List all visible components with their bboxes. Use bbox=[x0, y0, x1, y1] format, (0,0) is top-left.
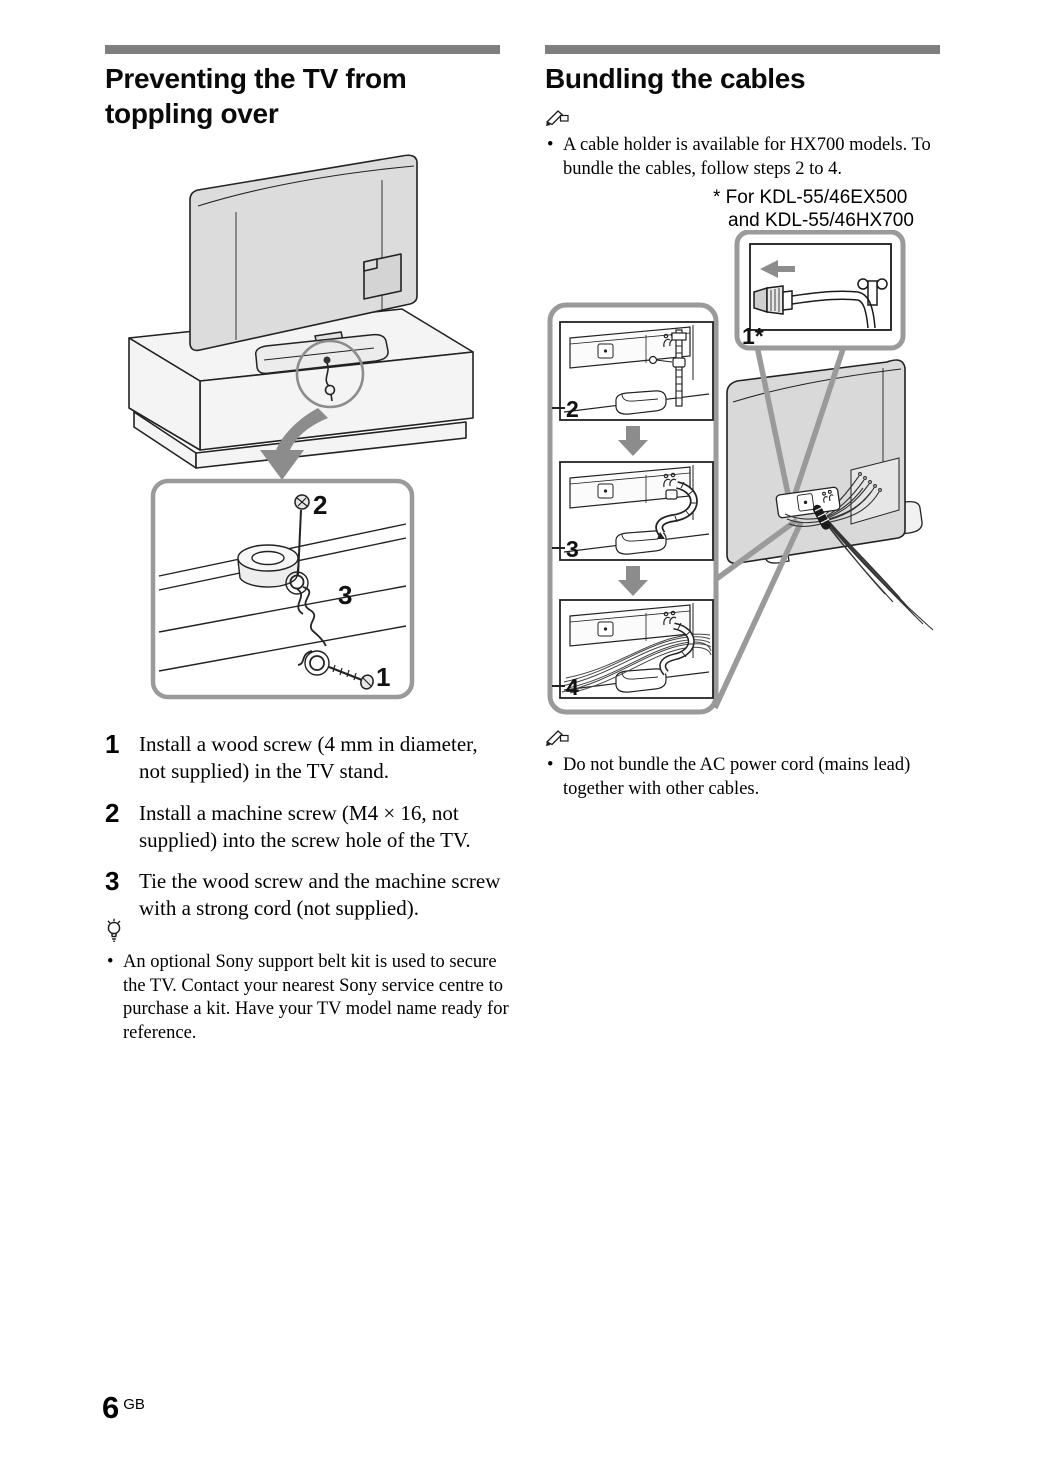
step-number: 1 bbox=[105, 729, 120, 759]
pencil-note-icon bbox=[545, 726, 570, 747]
page-number: 6 bbox=[102, 1390, 120, 1425]
left-section-heading: Preventing the TV from toppling over bbox=[105, 63, 407, 129]
page-region-suffix: GB bbox=[123, 1396, 145, 1413]
detail-label-cord: 3 bbox=[338, 580, 353, 610]
model-note bbox=[713, 186, 953, 232]
step-item-3 bbox=[105, 868, 505, 923]
plug-callout-box bbox=[737, 232, 903, 349]
anchor-detail-figure bbox=[150, 478, 415, 700]
lightbulb-tip-icon bbox=[105, 918, 123, 943]
tip-text: • An optional Sony support belt kit is used to secure the TV. Contact your nearest Sony service centre to purchase a kit. Have your TV model name ready for reference. bbox=[105, 951, 513, 1046]
model-note-line1: * For KDL-55/46EX500 bbox=[713, 187, 908, 208]
step-number: 2 bbox=[105, 797, 120, 828]
cable-bundling-figure bbox=[545, 230, 1040, 715]
note-top-block bbox=[545, 106, 943, 181]
tip-block bbox=[105, 918, 513, 1046]
instruction-steps bbox=[105, 731, 505, 937]
right-section-bar bbox=[545, 45, 940, 54]
panel-step-label-2: 2 bbox=[566, 396, 579, 422]
panel-step-label-4: 4 bbox=[566, 674, 579, 700]
note-bottom-text: • Do not bundle the AC power cord (mains lead) together with other cables. bbox=[545, 754, 945, 801]
step-number: 3 bbox=[105, 866, 120, 897]
page-number-block bbox=[102, 1390, 145, 1426]
panel-step-label-3: 3 bbox=[566, 536, 579, 562]
tv-rear-view bbox=[727, 360, 905, 563]
plug-step-label: 1* bbox=[742, 323, 764, 349]
note-bottom-block bbox=[545, 726, 945, 801]
note-top-text: • A cable holder is available for HX700 models. To bundle the cables, follow steps 2 to 4. bbox=[545, 134, 943, 181]
left-section-bar bbox=[105, 45, 500, 54]
step-item-1 bbox=[105, 731, 505, 786]
tv-toppling-figure bbox=[118, 150, 518, 480]
pencil-note-icon bbox=[545, 106, 570, 127]
step-text: Install a wood screw (4 mm in diameter, not supplied) in the TV stand. bbox=[139, 732, 478, 784]
model-note-line2: and KDL-55/46HX700 bbox=[728, 210, 914, 232]
cable-steps-panel bbox=[550, 305, 716, 712]
right-section-heading: Bundling the cables bbox=[545, 63, 806, 94]
detail-label-wood-screw: 1 bbox=[376, 662, 391, 692]
step-item-2 bbox=[105, 797, 505, 855]
detail-label-machine-screw: 2 bbox=[313, 490, 328, 520]
step-text: Tie the wood screw and the machine screw with a strong cord (not supplied). bbox=[139, 869, 501, 921]
step-text: Install a machine screw (M4 × 16, not supplied) into the screw hole of the TV. bbox=[139, 800, 471, 852]
